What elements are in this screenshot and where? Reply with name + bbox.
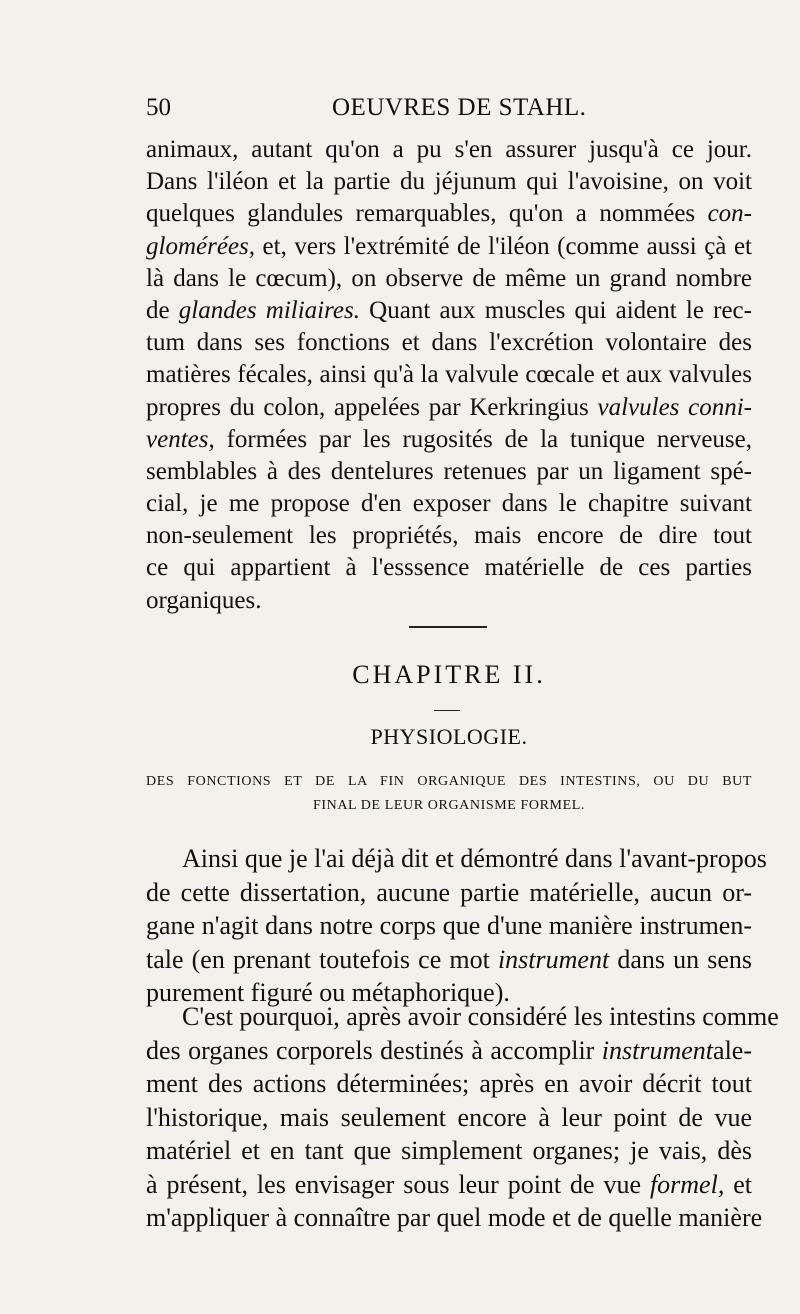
text-line: ment des actions déterminées; après en avoir décrit tout [146,1069,752,1098]
text-line: purement figuré ou métaphorique). [146,978,510,1007]
chapter-subtitle [146,770,752,818]
page-number: 50 [146,94,171,121]
text-line: ventes, formées par les rugosités de la tunique nerveuse, [146,425,752,453]
subtitle-line: FINAL DE LEUR ORGANISME FORMEL. [312,798,586,813]
text-line: organiques. [146,586,262,614]
text-line: semblables à des dentelures retenues par un ligament spé- [146,457,752,485]
text-line: matériel et en tant que simplement organes; je vais, dès [146,1136,752,1165]
text-line: quelques glandules remarquables, qu'on a nommées con- [146,200,752,228]
short-rule [434,710,460,711]
text-line: tale (en prenant toutefois ce mot instrument dans un sens [146,944,752,974]
text-line: C'est pourquoi, après avoir considéré les intestins comme [182,1002,779,1031]
text-line: des organes corporels destinés à accomplir instrumentale- [146,1035,752,1065]
text-line: m'appliquer à connaître par quel mode et de quelle manière [146,1203,763,1232]
paragraph [146,1000,779,1235]
text-line: non-seulement les propriétés, mais encore de dire tout [146,522,752,550]
text-line: propres du colon, appelées par Kerkringius valvules conni- [146,393,752,421]
text-line: ce qui appartient à l'esssence matérielle de ces parties [146,554,752,582]
text-line: tum dans ses fonctions et dans l'excrétion volontaire des [146,329,752,357]
text-line: là dans le cœcum), on observe de même un grand nombre [146,264,752,292]
section-divider [409,626,487,628]
text-line: de glandes miliaires. Quant aux muscles qui aident le rec- [146,296,752,324]
text-line: l'historique, mais seulement encore à leur point de vue [146,1102,752,1132]
text-line: à présent, les envisager sous leur point de vue formel, et [146,1169,752,1199]
text-line: Ainsi que je l'ai déjà dit et démontré dans l'avant-propos [182,844,767,873]
running-header [146,94,706,128]
running-title: OEUVRES DE STAHL. [332,94,587,121]
paragraph-continued [146,134,752,617]
text-line: matières fécales, ainsi qu'à la valvule cœcale et aux valvules [146,361,752,389]
paragraph [146,842,767,1010]
section-heading: PHYSIOLOGIE. [370,724,528,749]
subtitle-line: DES FONCTIONS ET DE LA FIN ORGANIQUE DES INTESTINS, OU DU BUT [146,774,752,789]
chapter-heading: CHAPITRE II. [352,660,546,689]
text-line: gane n'agit dans notre corps que d'une manière instrumen- [146,911,752,940]
text-line: cial, je me propose d'en exposer dans le chapitre suivant [146,490,752,518]
text-line: glomérées, et, vers l'extrémité de l'iléon (comme aussi çà et [146,232,752,260]
text-line: Dans l'iléon et la partie du jéjunum qui l'avoisine, on voit [146,168,752,196]
text-line: de cette dissertation, aucune partie matérielle, aucun or- [146,877,752,907]
text-line: animaux, autant qu'on a pu s'en assurer jusqu'à ce jour. [146,136,752,163]
